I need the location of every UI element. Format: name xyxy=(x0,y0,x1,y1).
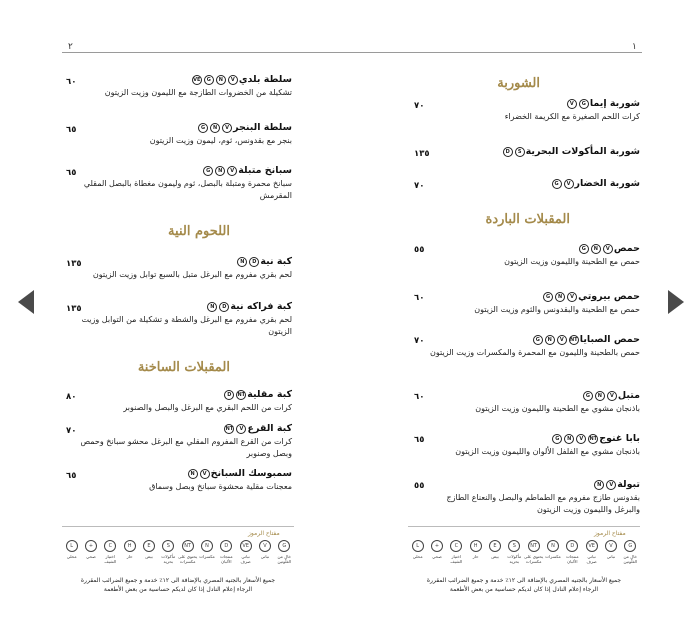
diet-n-icon: N xyxy=(207,302,217,312)
diet-n-icon: N xyxy=(564,434,574,444)
menu-item-description: حمص بالطحينة والليمون مع المحمرة والمكسرات وزيت الزيتون xyxy=(430,348,640,357)
menu-item xyxy=(440,178,640,189)
diet-v-icon: V xyxy=(576,434,586,444)
menu-item-name: كبة القرع xyxy=(247,423,292,434)
key-label: بيض xyxy=(491,554,499,559)
diet-n-icon: N xyxy=(188,469,198,479)
diet-n-icon: N xyxy=(594,480,604,490)
key-item xyxy=(582,540,601,564)
diet-n-icon: N xyxy=(555,292,565,302)
menu-item-description: لحم بقري مفروم مع البرغل متبل بالسبع توابل وزيت الزيتون xyxy=(92,270,292,279)
diet-n-icon: N xyxy=(591,244,601,254)
key-sp-icon: H xyxy=(470,540,482,552)
right-footnote xyxy=(408,576,640,594)
key-v-icon: V xyxy=(259,540,271,552)
key-item xyxy=(466,540,485,564)
diet-gf-icon: G xyxy=(579,99,589,109)
key-label: نباتي xyxy=(606,554,616,559)
menu-item xyxy=(440,98,640,123)
diet-gf-icon: G xyxy=(203,166,213,176)
menu-item-description: كرات من القرع المفروم المقلي مع البرغل محشو سبانخ وحمص وبصل وصنوبر xyxy=(80,437,292,458)
diet-n-icon: N xyxy=(595,391,605,401)
key-lc-icon: L xyxy=(66,540,78,552)
diet-d-icon: D xyxy=(219,302,229,312)
diet-v-icon: V xyxy=(564,179,574,189)
key-ch-icon: C xyxy=(104,540,116,552)
diet-n-icon: N xyxy=(215,166,225,176)
menu-item xyxy=(66,301,292,337)
key-item xyxy=(197,540,216,564)
menu-item-price: ٧٠ xyxy=(414,101,425,111)
menu-item-name-row xyxy=(66,74,292,85)
diet-nt-icon: NT xyxy=(569,336,578,343)
key-label: محلي xyxy=(412,554,423,559)
menu-item xyxy=(66,389,292,414)
menu-item-name-row xyxy=(440,178,640,189)
diet-n-icon: N xyxy=(210,123,220,133)
key-n-icon: N xyxy=(547,540,559,552)
menu-item-name-row xyxy=(420,390,640,401)
key-label: محلي xyxy=(66,554,77,559)
diet-v-icon: V xyxy=(557,335,567,345)
key-label: بيض xyxy=(145,554,153,559)
menu-item-price: ١٣٥ xyxy=(66,304,82,314)
key-label: خالٍ من الغلوتين xyxy=(623,554,638,564)
key-sp-icon: H xyxy=(124,540,136,552)
key-item xyxy=(524,540,543,564)
diet-v-icon: V xyxy=(222,123,232,133)
key-label: اختيار الشيف xyxy=(450,554,463,564)
key-item xyxy=(81,540,100,564)
menu-item-name-row xyxy=(420,291,640,302)
left-key-title: مفتاح الرموز xyxy=(248,530,280,537)
menu-item-description: كرات من اللحم البقري مع البرغل والبصل والصنوبر xyxy=(123,403,292,412)
section-title-hot-appetizers: المقبلات الساخنة xyxy=(137,360,230,375)
key-label: صحي xyxy=(86,554,96,559)
key-e-icon: E xyxy=(489,540,501,552)
key-label: صحي xyxy=(432,554,442,559)
menu-item-name: سلطة بلدي xyxy=(238,74,292,85)
key-label: خالٍ من الغلوتين xyxy=(277,554,292,564)
diet-gf-icon: G xyxy=(204,75,214,85)
menu-item xyxy=(420,433,640,458)
menu-item-name-row xyxy=(66,423,292,434)
menu-item xyxy=(420,479,640,515)
next-page-arrow-icon[interactable] xyxy=(668,290,684,314)
left-footnote xyxy=(62,576,294,594)
menu-item-name-row xyxy=(66,122,292,133)
diet-s-icon: S xyxy=(515,147,525,157)
diet-d-icon: D xyxy=(224,390,234,400)
menu-item-name-row xyxy=(420,334,640,345)
key-item xyxy=(275,540,294,564)
menu-item-name: كبة مقلية xyxy=(247,389,292,400)
section-title-cold-appetizers: المقبلات الباردة xyxy=(485,212,570,227)
menu-item-name-row xyxy=(420,479,640,490)
section-title-raw-meat: اللحوم النية xyxy=(168,224,230,239)
left-key-divider xyxy=(62,526,294,527)
right-page-number: ١ xyxy=(632,42,637,52)
key-label: مكسرات xyxy=(199,554,215,559)
key-item xyxy=(236,540,255,564)
key-item xyxy=(601,540,620,564)
key-label: مأكولات بحرية xyxy=(507,554,522,564)
key-item xyxy=(101,540,120,564)
menu-item-name-row xyxy=(66,165,292,176)
key-item xyxy=(427,540,446,564)
section-title-soups: الشوربة xyxy=(497,76,540,91)
diet-nt-icon: NT xyxy=(237,391,246,398)
menu-item-name: شوربة الخضار xyxy=(574,178,640,189)
diet-d-icon: D xyxy=(503,147,513,157)
menu-item-price: ٨٠ xyxy=(66,392,77,402)
menu-item xyxy=(66,122,292,147)
menu-item-price: ٦٠ xyxy=(66,77,77,87)
diet-v-icon: V xyxy=(227,166,237,176)
key-label: يحتوي على مكسرات xyxy=(177,554,198,564)
key-n-icon: N xyxy=(201,540,213,552)
key-item xyxy=(120,540,139,564)
diet-gf-icon: G xyxy=(552,434,562,444)
menu-item-price: ٦٥ xyxy=(66,125,77,135)
right-footnote-line2: الرجاء إعلام النادل إذا كان لديكم حساسية من بعض الأطعمة xyxy=(449,586,599,593)
menu-item-description: بقدونس طازج مفروم مع الطماطم والبصل والنعناع الطازج والبرغل والليمون وزيت الزيتون xyxy=(446,493,640,514)
menu-item-name-row xyxy=(66,389,292,400)
menu-item-name-row xyxy=(66,256,292,267)
key-item xyxy=(485,540,504,564)
key-nt-icon: NT xyxy=(528,540,540,552)
menu-item-price: ٦٠ xyxy=(414,293,425,303)
key-label: مكسرات xyxy=(545,554,561,559)
key-label: نباتي xyxy=(260,554,270,559)
right-footnote-line1: جميع الأسعار بالجنيه المصري بالإضافة الى ١٢٪ خدمة و جميع الضرائب المقررة xyxy=(426,577,622,584)
key-label: مأكولات بحرية xyxy=(161,554,176,564)
right-key-title: مفتاح الرموز xyxy=(594,530,626,537)
key-label: منتجات الألبان xyxy=(565,554,579,564)
diet-nt-icon: NT xyxy=(589,435,598,442)
menu-item-price: ٧٠ xyxy=(414,336,425,346)
key-label: يحتوي على مكسرات xyxy=(523,554,544,564)
menu-item-description: معجنات مقلية محشوة سبانخ وبصل وسماق xyxy=(149,482,292,491)
key-e-icon: E xyxy=(143,540,155,552)
right-key-divider xyxy=(408,526,640,527)
menu-item-name-row xyxy=(440,98,640,109)
menu-item-price: ٧٠ xyxy=(414,181,425,191)
left-page-number: ٢ xyxy=(68,42,73,52)
diet-n-icon: N xyxy=(237,257,247,267)
key-item xyxy=(563,540,582,564)
diet-ve-icon: VE xyxy=(193,76,201,83)
menu-item-name: بابا غنوج xyxy=(599,433,640,444)
menu-item-description: سبانخ محمرة ومتبلة بالبصل، ثوم وليمون مغطاة بالبصل المقلي المقرمش xyxy=(83,179,292,200)
key-item xyxy=(447,540,466,564)
diet-v-icon: V xyxy=(200,469,210,479)
menu-item xyxy=(66,256,292,281)
key-s-icon: S xyxy=(508,540,520,552)
diet-gf-icon: G xyxy=(198,123,208,133)
menu-item-price: ٦٥ xyxy=(66,471,77,481)
key-item xyxy=(159,540,178,564)
diet-nt-icon: NT xyxy=(225,425,234,432)
diet-gf-icon: G xyxy=(543,292,553,302)
menu-item xyxy=(66,165,292,201)
menu-item xyxy=(66,423,292,459)
menu-item-name: شوربة إيما xyxy=(589,98,640,109)
menu-item-name: سبانخ متبلة xyxy=(238,165,292,176)
key-item xyxy=(62,540,81,564)
key-item xyxy=(543,540,562,564)
key-ve-icon: VE xyxy=(586,540,598,552)
key-label: نباتي صرف xyxy=(240,554,251,564)
menu-item-name: كبة فراكه نية xyxy=(230,301,292,312)
key-item xyxy=(178,540,197,564)
key-ch-icon: C xyxy=(450,540,462,552)
key-item xyxy=(139,540,158,564)
menu-item xyxy=(420,334,640,359)
menu-item-name: شوربة المأكولات البحرية xyxy=(525,146,640,157)
menu-item-name: كبة نية xyxy=(260,256,292,267)
key-ve-icon: VE xyxy=(240,540,252,552)
menu-item-name: سمبوسك السبانخ xyxy=(210,468,292,479)
menu-item-price: ٦٥ xyxy=(414,435,425,445)
menu-item-description: كرات اللحم الصغيرة مع الكريمة الخضراء xyxy=(504,112,640,121)
menu-item-name: سلطة البنجر xyxy=(233,122,292,133)
menu-item-name: حمص xyxy=(613,243,640,254)
diet-gf-icon: G xyxy=(583,391,593,401)
diet-d-icon: D xyxy=(249,257,259,267)
menu-item xyxy=(66,74,292,99)
diet-v-icon: V xyxy=(236,424,246,434)
menu-item xyxy=(420,291,640,316)
top-divider xyxy=(62,52,642,53)
key-item xyxy=(217,540,236,564)
menu-item-description: بنجر مع بقدونس، ثوم، ليمون وزيت الزيتون xyxy=(149,136,292,145)
diet-v-icon: V xyxy=(606,480,616,490)
key-item xyxy=(255,540,274,564)
key-d-icon: D xyxy=(566,540,578,552)
diet-n-icon: N xyxy=(545,335,555,345)
key-label: اختيار الشيف xyxy=(104,554,117,564)
diet-gf-icon: G xyxy=(579,244,589,254)
menu-item-name-row xyxy=(66,468,292,479)
menu-item-price: ١٣٥ xyxy=(66,259,82,269)
menu-item-price: ٦٥ xyxy=(66,168,77,178)
menu-item-description: حمص مع الطحينة والبقدونس والثوم وزيت الزيتون xyxy=(474,305,640,314)
left-footnote-line1: جميع الأسعار بالجنيه المصري بالإضافة الى ١٢٪ خدمة و جميع الضرائب المقررة xyxy=(80,577,276,584)
menu-item-price: ٧٠ xyxy=(66,426,77,436)
menu-item-name-row xyxy=(420,243,640,254)
key-label: منتجات الألبان xyxy=(219,554,233,564)
menu-item-name-row xyxy=(66,301,292,312)
menu-item-description: حمص مع الطحينة والليمون وزيت الزيتون xyxy=(504,257,640,266)
menu-item-name: متبل xyxy=(617,390,640,401)
key-item xyxy=(505,540,524,564)
key-label: حار xyxy=(472,554,479,559)
key-label: حار xyxy=(126,554,133,559)
key-lc-icon: L xyxy=(412,540,424,552)
diet-gf-icon: G xyxy=(533,335,543,345)
menu-item-name-row xyxy=(440,146,640,157)
menu-item-price: ٦٠ xyxy=(414,392,425,402)
previous-page-arrow-icon[interactable] xyxy=(18,290,34,314)
menu-item xyxy=(420,390,640,415)
diet-v-icon: V xyxy=(567,292,577,302)
key-gf-icon: G xyxy=(278,540,290,552)
menu-item-price: ١٣٥ xyxy=(414,149,430,159)
menu-item-price: ٥٥ xyxy=(414,481,425,491)
menu-item-name: تبولة xyxy=(617,479,640,490)
menu-item xyxy=(420,243,640,268)
menu-item-name: حمص بيروتي xyxy=(578,291,640,302)
key-nt-icon: NT xyxy=(182,540,194,552)
key-hl-icon: + xyxy=(431,540,443,552)
menu-item-price: ٥٥ xyxy=(414,245,425,255)
menu-item-name-row xyxy=(420,433,640,444)
key-item xyxy=(621,540,640,564)
diet-v-icon: V xyxy=(603,244,613,254)
key-v-icon: V xyxy=(605,540,617,552)
menu-item-name: حمص الصبايا xyxy=(579,334,640,345)
menu-item xyxy=(66,468,292,493)
menu-item xyxy=(440,146,640,157)
left-footnote-line2: الرجاء إعلام النادل إذا كان لديكم حساسية من بعض الأطعمة xyxy=(103,586,253,593)
menu-item-description: تشكيلة من الخضروات الطازجة مع الليمون وزيت الزيتون xyxy=(104,88,292,97)
diet-v-icon: V xyxy=(567,99,577,109)
key-d-icon: D xyxy=(220,540,232,552)
diet-v-icon: V xyxy=(228,75,238,85)
menu-item-description: باذنجان مشوي مع الطحينة والليمون وزيت الزيتون xyxy=(475,404,640,413)
key-gf-icon: G xyxy=(624,540,636,552)
key-item xyxy=(408,540,427,564)
diet-v-icon: V xyxy=(607,391,617,401)
key-s-icon: S xyxy=(162,540,174,552)
diet-gf-icon: G xyxy=(552,179,562,189)
menu-item-description: لحم بقري مفروم مع البرغل والشطة و تشكيلة من التوابل وزيت الزيتون xyxy=(81,315,292,336)
key-label: نباتي صرف xyxy=(586,554,597,564)
right-symbol-key xyxy=(408,540,640,564)
diet-n-icon: N xyxy=(216,75,226,85)
key-hl-icon: + xyxy=(85,540,97,552)
left-symbol-key xyxy=(62,540,294,564)
menu-item-description: باذنجان مشوي مع الفلفل الألوان والليمون وزيت الزيتون xyxy=(455,447,640,456)
